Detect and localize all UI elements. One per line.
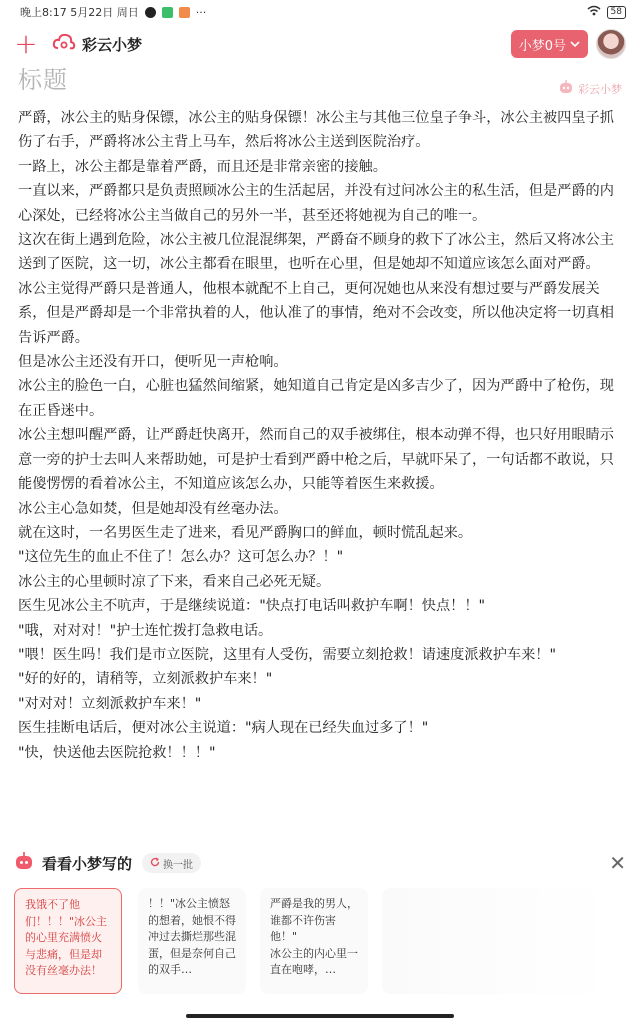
plus-icon[interactable]: +	[14, 27, 38, 60]
suggestion-text: 我饿不了他们！！！"冰公主的心里充满愤火与悲痛，但是却没有丝毫办法！	[25, 898, 108, 977]
watermark	[558, 80, 622, 97]
suggestion-card[interactable]	[260, 888, 368, 994]
paragraph: 就在这时，一名男医生走了进来，看见严爵胸口的鲜血，顿时慌乱起来。	[18, 524, 473, 541]
refresh-button[interactable]	[142, 853, 201, 873]
wifi-icon	[587, 5, 601, 19]
paragraph: 医生挂断电话后，便对冰公主说道："病人现在已经失血过多了！"	[18, 720, 429, 737]
app-header	[0, 26, 640, 62]
suggestions-title: 看看小梦写的	[42, 854, 133, 873]
paragraph: 冰公主心急如焚，但是她却没有丝毫办法。	[18, 500, 288, 517]
suggestion-text: ！！"冰公主愤怒的想着，她恨不得冲过去撕烂那些混蛋，但是奈何自己的双手…	[148, 897, 236, 976]
paragraph: 但是冰公主还没有开口，便听见一声枪响。	[18, 354, 288, 371]
cloud-logo-icon	[52, 32, 76, 56]
suggestion-cards	[14, 888, 626, 994]
paragraph: "快，快送他去医院抢救！！！"	[18, 744, 216, 761]
suggestions-header	[14, 850, 626, 876]
account-switch-button[interactable]	[511, 30, 588, 58]
paragraph: "这位先生的血止不住了！怎么办？这可怎么办？！"	[18, 549, 344, 566]
green-app-icon	[162, 7, 173, 18]
paragraph: 一路上，冰公主都是靠着严爵，而且还是非常亲密的接触。	[18, 158, 387, 175]
suggestion-card[interactable]	[138, 888, 246, 994]
avatar[interactable]	[596, 29, 626, 59]
article-body[interactable]	[18, 106, 624, 765]
brand	[52, 32, 142, 56]
more-dots-icon: ···	[195, 5, 207, 19]
orange-app-icon	[179, 7, 190, 18]
qq-icon	[145, 7, 156, 18]
title-input[interactable]: 标题	[18, 66, 68, 94]
battery-icon: 58	[607, 6, 626, 19]
paragraph: 严爵，冰公主的贴身保镖，冰公主的贴身保镖！冰公主与其他三位皇子争斗，冰公主被四皇子抓伤了右手，严爵将冰公主背上马车，然后将冰公主送到医院治疗。	[18, 110, 614, 151]
status-time-date: 晚上8:17 5月22日 周日	[20, 6, 139, 19]
close-icon[interactable]: ✕	[609, 851, 626, 875]
refresh-icon	[150, 857, 160, 870]
watermark-text: 彩云小梦	[578, 82, 622, 96]
suggestion-card[interactable]	[382, 888, 612, 994]
paragraph: "喂！医生吗！我们是市立医院，这里有人受伤，需要立刻抢救！请速度派救护车来！"	[18, 646, 556, 663]
paragraph: 冰公主的心里顿时凉了下来，看来自己必死无疑。	[18, 573, 331, 590]
suggestion-text: 严爵是我的男人，谁都不许伤害他！" 冰公主的内心里一直在咆哮，…	[270, 897, 358, 976]
suggestion-card[interactable]	[14, 888, 122, 994]
brand-name: 彩云小梦	[82, 35, 143, 54]
paragraph: "哦，对对对！"护士连忙拨打急救电话。	[18, 622, 273, 639]
paragraph: 医生见冰公主不吭声，于是继续说道："快点打电话叫救护车啊！快点！！"	[18, 598, 486, 615]
refresh-label: 换一批	[163, 859, 194, 871]
paragraph: 一直以来，严爵都只是负责照顾冰公主的生活起居，并没有过问冰公主的私生活，但是严爵的内心深处，已经将冰公主当做自己的另外一半，甚至还将她视为自己的唯一。	[18, 183, 614, 224]
paragraph: 冰公主觉得严爵只是普通人，他根本就配不上自己，更何况她也从来没有想过要与严爵发展关系，但是严爵却是一个非常执着的人，他认准了的事情，绝对不会改变，所以他决定将一切真相告诉严爵。	[18, 280, 614, 346]
robot-logo-icon	[558, 80, 574, 97]
paragraph: 冰公主的脸色一白，心脏也猛然间缩紧，她知道自己肯定是凶多吉少了，因为严爵中了枪伤，现在正昏迷中。	[18, 378, 614, 419]
paragraph: 冰公主想叫醒严爵，让严爵赶快离开，然而自己的双手被绑住，根本动弹不得，也只好用眼睛示意一旁的护士去叫人来帮助她，可是护士看到严爵中枪之后，早就吓呆了，一句话都不敢说，只能傻愣愣的看着冰公主，不知道应该怎么办，只能等着医生来救援。	[18, 427, 614, 493]
paragraph: 这次在街上遇到危险，冰公主被几位混混绑架，严爵奋不顾身的救下了冰公主，然后又将冰公主送到了医院，这一切，冰公主都看在眼里，也听在心里，但是她却不知道应该怎么面对严爵。	[18, 232, 614, 273]
chevron-down-icon	[570, 37, 580, 52]
paragraph: "好的好的，请稍等，立刻派救护车来！"	[18, 671, 273, 688]
paragraph: "对对对！立刻派救护车来！"	[18, 695, 202, 712]
robot-logo-icon	[14, 852, 34, 874]
home-indicator[interactable]	[186, 1014, 454, 1018]
account-label: 小梦0号	[518, 38, 566, 54]
status-bar	[0, 0, 640, 24]
